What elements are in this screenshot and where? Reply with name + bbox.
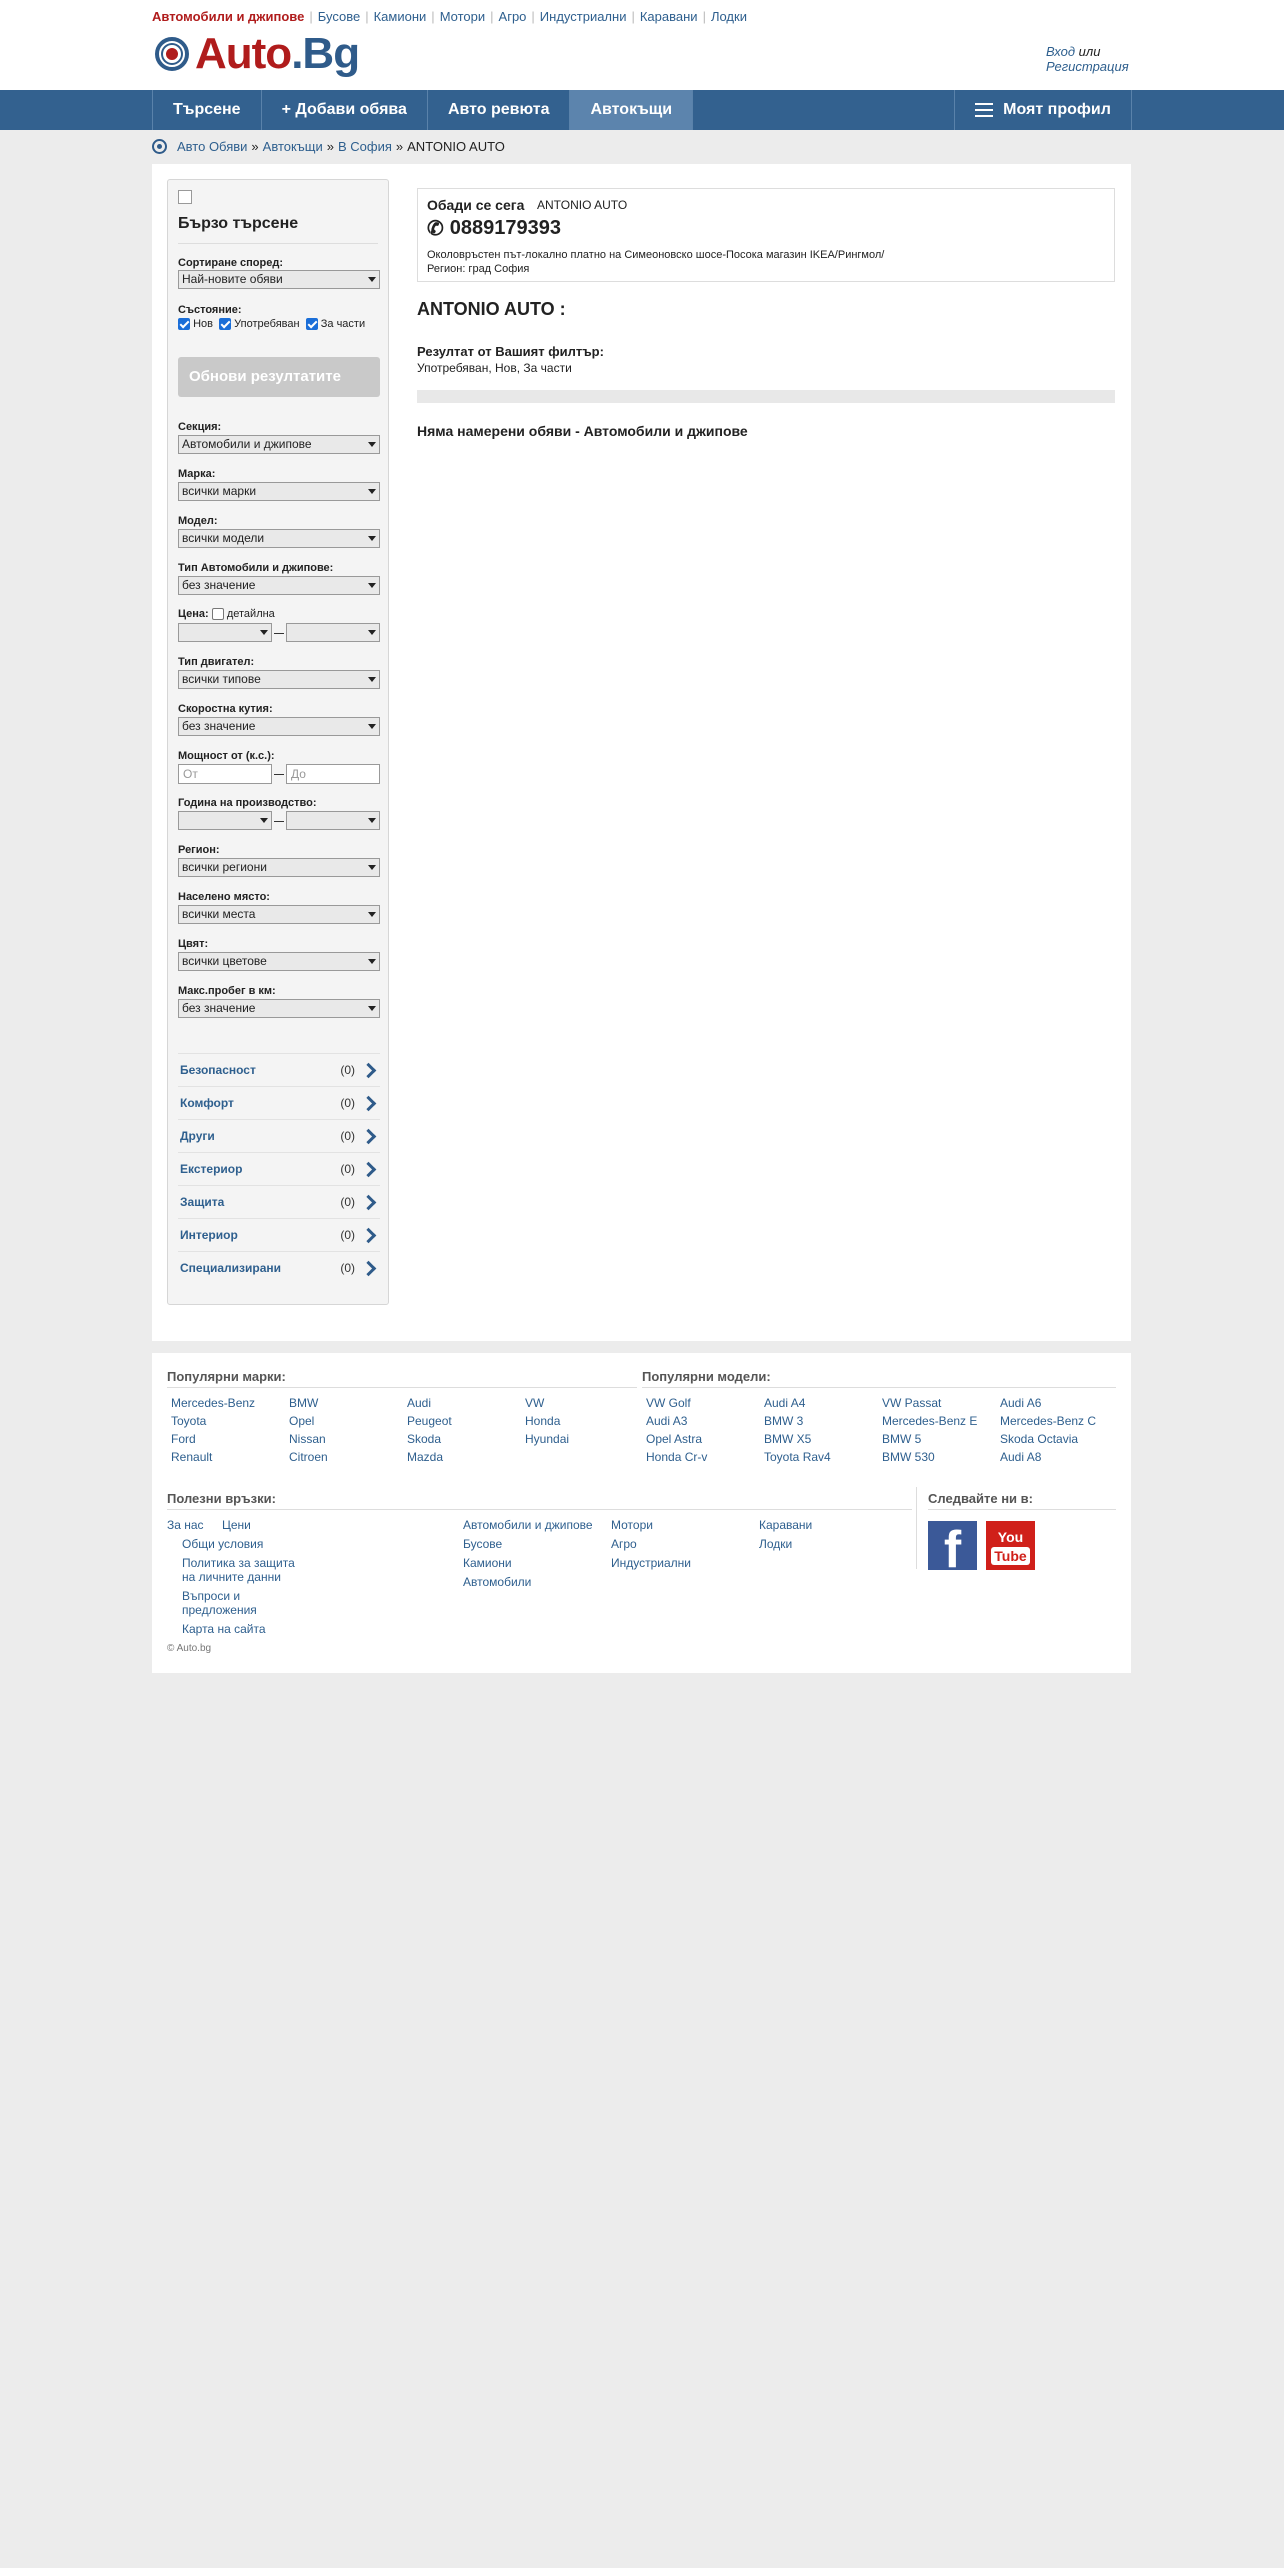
menu-icon [975,103,993,117]
chevron-right-icon [361,1128,377,1144]
price-from-select[interactable] [178,623,272,642]
type-label: Тип Автомобили и джипове: [178,562,334,574]
model-link[interactable]: BMW X5 [764,1432,812,1446]
brand-link[interactable]: Renault [171,1450,213,1464]
model-link[interactable]: Opel Astra [646,1432,703,1446]
filter-result-value: Употребяван, Нов, За части [417,361,572,375]
color-select[interactable]: всички цветове [178,952,380,971]
section-link[interactable]: Автомобили и джипове [463,1518,593,1532]
state-label: Състояние: [178,304,242,316]
state-checkboxes: Нов Употребяван За части [178,318,378,331]
sitemap-link[interactable]: Карта на сайта [182,1622,266,1636]
city-select[interactable]: всички места [178,905,380,924]
mileage-select[interactable]: без значение [178,999,380,1018]
brand-link[interactable]: Nissan [289,1432,326,1446]
brand-link[interactable]: Ford [171,1432,196,1446]
section-link[interactable]: Мотори [611,1518,653,1532]
chevron-right-icon [361,1260,377,1276]
category-link-motorcycles[interactable]: Мотори [439,9,486,24]
follow-us-title: Следвайте ни в: [928,1491,1033,1506]
year-from-select[interactable] [178,811,272,830]
chevron-right-icon [361,1161,377,1177]
brand-link[interactable]: Honda [525,1414,561,1428]
sort-select[interactable]: Най-новите обяви [178,270,380,289]
price-to-select[interactable] [286,623,380,642]
model-link[interactable]: Skoda Octavia [1000,1432,1079,1446]
year-to-select[interactable] [286,811,380,830]
dropdown-arrow-icon [368,277,376,282]
chevron-right-icon [361,1194,377,1210]
region-select[interactable]: всички региони [178,858,380,877]
category-link-cars[interactable]: Автомобили и джипове [152,9,305,24]
breadcrumb-home[interactable]: Авто Обяви [177,139,248,154]
color-label: Цвят: [178,938,209,950]
main-nav [0,90,1284,130]
power-to-input[interactable]: До [286,764,380,784]
model-link[interactable]: Audi A4 [764,1396,806,1410]
chevron-right-icon [361,1095,377,1111]
category-link-industrial[interactable]: Индустриални [539,9,627,24]
breadcrumb: Авто Обяви » Автокъщи » В София » ANTONIO AUTO [152,139,505,154]
results-bar [417,390,1115,403]
brand-label: Марка: [178,468,216,480]
nav-dealers[interactable]: Автокъщи [569,90,693,130]
signin-link[interactable]: Вход [1046,44,1076,59]
region-label: Регион: [178,844,220,856]
category-specialized[interactable]: Специализирани (0) [178,1251,380,1284]
dealer-name: ANTONIO AUTO [537,198,628,212]
nav-search[interactable]: Търсене [152,90,261,130]
update-results-button[interactable]: Обнови резултатите [178,357,380,397]
model-link[interactable]: Audi A8 [1000,1450,1042,1464]
category-other[interactable]: Други (0) [178,1119,380,1152]
section-link[interactable]: Индустриални [611,1556,691,1570]
model-link[interactable]: Audi A3 [646,1414,688,1428]
model-link[interactable]: Honda Cr-v [646,1450,708,1464]
model-link[interactable]: Audi A6 [1000,1396,1042,1410]
chevron-right-icon [361,1062,377,1078]
broken-image-icon [178,190,192,204]
category-link-trucks[interactable]: Камиони [373,9,427,24]
brand-link[interactable]: Skoda [407,1432,442,1446]
prices-link[interactable]: Цени [222,1518,251,1532]
youtube-icon[interactable]: You Tube [986,1521,1035,1570]
category-protection[interactable]: Защита (0) [178,1185,380,1218]
filter-result-label: Резултат от Вашият филтър: [417,344,604,359]
price-detailed-checkbox[interactable] [212,608,224,620]
model-select[interactable]: всички модели [178,529,380,548]
brand-link[interactable]: Opel [289,1414,315,1428]
or-text: или [1078,44,1101,59]
footer [152,1353,1131,1673]
brand-link[interactable]: Peugeot [407,1414,452,1428]
model-link[interactable]: BMW 5 [882,1432,922,1446]
engine-select[interactable]: всички типове [178,670,380,689]
type-select[interactable]: без значение [178,576,380,595]
useful-links [167,1518,467,1648]
site-logo[interactable]: Auto.Bg [155,32,359,76]
section-link[interactable]: Каравани [759,1518,813,1532]
gearbox-label: Скоростна кутия: [178,703,273,715]
category-safety[interactable]: Безопасност (0) [178,1053,380,1086]
brand-select[interactable]: всички марки [178,482,380,501]
category-link-vans[interactable]: Бусове [317,9,361,24]
category-comfort[interactable]: Комфорт (0) [178,1086,380,1119]
quick-search-title: Бързо търсене [178,215,299,232]
privacy-link[interactable]: Политика за защита на личните данни [182,1556,295,1584]
nav-reviews[interactable]: Авто ревюта [427,90,570,130]
feature-categories [178,1053,380,1284]
contact-box [417,188,1115,282]
price-label: Цена: детайлна [178,608,275,620]
brand-link[interactable]: Mazda [407,1450,444,1464]
power-from-input[interactable]: От [178,764,272,784]
gearbox-select[interactable]: без значение [178,717,380,736]
dealer-address: Околовръстен път-локално платно на Симеоновско шосе-Посока магазин IKEA/Рингмол/ Регион: град София [427,249,885,275]
breadcrumb-city[interactable]: В София [338,139,392,154]
facebook-icon[interactable]: f [928,1521,977,1570]
model-label: Модел: [178,515,218,527]
brand-link[interactable]: BMW [289,1396,319,1410]
brand-link[interactable]: VW [525,1396,545,1410]
section-link[interactable]: Агро [611,1537,637,1551]
brand-link[interactable]: Mercedes-Benz [171,1396,256,1410]
section-link[interactable]: Автомобили [463,1575,532,1589]
dealer-heading: ANTONIO AUTO : [417,299,566,319]
chevron-right-icon [361,1227,377,1243]
phone-number[interactable]: ✆ 0889179393 [427,217,561,240]
section-link[interactable]: Лодки [759,1537,793,1551]
brand-link[interactable]: Audi [407,1396,432,1410]
year-label: Година на производство: [178,797,317,809]
model-link[interactable]: VW Passat [882,1396,942,1410]
model-link[interactable]: BMW 3 [764,1414,804,1428]
section-label: Секция: [178,421,222,433]
power-label: Мощност от (к.с.): [178,750,275,762]
top-header [0,0,1284,90]
category-link-caravans[interactable]: Каравани [639,9,698,24]
model-link[interactable]: VW Golf [646,1396,691,1410]
category-link-agro[interactable]: Агро [498,9,527,24]
engine-label: Тип двигател: [178,656,255,668]
copyright: © Auto.bg [167,1643,212,1654]
section-link[interactable]: Камиони [463,1556,512,1570]
my-profile-button[interactable]: Моят профил [954,90,1132,130]
popular-brands-title: Популярни марки: [167,1369,286,1384]
call-now-label: Обади се сега [427,197,525,213]
mileage-label: Макс.пробег в км: [178,985,276,997]
logo-target-icon [155,37,189,71]
terms-link[interactable]: Общи условия [182,1537,264,1551]
faq-link[interactable]: Въпроси и предложения [182,1589,257,1617]
main-content [152,164,1131,1341]
sort-label: Сортиране според: [178,257,284,269]
category-links: Автомобили и джипове | Бусове | Камиони | Мотори | Агро | Индустриални | Каравани | Лодки [152,9,747,24]
category-link-boats[interactable]: Лодки [710,9,747,24]
phone-icon: ✆ [427,218,444,240]
nav-add-listing[interactable]: + Добави обява [261,90,427,130]
no-results-message: Няма намерени обяви - Автомобили и джипове [417,423,748,439]
state-new-checkbox[interactable] [178,318,190,330]
login-box [1046,44,1129,74]
quick-search-panel [167,179,389,1305]
brand-link[interactable]: Toyota [171,1414,207,1428]
popular-models-title: Популярни модели: [642,1369,771,1384]
category-interior[interactable]: Интериор (0) [178,1218,380,1251]
brand-link[interactable]: Hyundai [525,1432,570,1446]
breadcrumb-dealers[interactable]: Автокъщи [262,139,323,154]
about-link[interactable]: За нас [167,1518,204,1532]
model-link[interactable]: Mercedes-Benz C [1000,1414,1097,1428]
category-exterior[interactable]: Екстериор (0) [178,1152,380,1185]
brand-link[interactable]: Citroen [289,1450,328,1464]
model-link[interactable]: Mercedes-Benz E [882,1414,978,1428]
register-link[interactable]: Регистрация [1046,59,1129,74]
breadcrumb-current: ANTONIO AUTO [407,139,505,154]
plus-icon: + [281,101,291,118]
city-label: Населено място: [178,891,270,903]
model-link[interactable]: BMW 530 [882,1450,935,1464]
target-icon [152,139,167,154]
model-link[interactable]: Toyota Rav4 [764,1450,831,1464]
state-parts-checkbox[interactable] [306,318,318,330]
section-link[interactable]: Бусове [463,1537,503,1551]
section-select[interactable]: Автомобили и джипове [178,435,380,454]
state-used-checkbox[interactable] [219,318,231,330]
useful-links-title: Полезни връзки: [167,1491,276,1506]
